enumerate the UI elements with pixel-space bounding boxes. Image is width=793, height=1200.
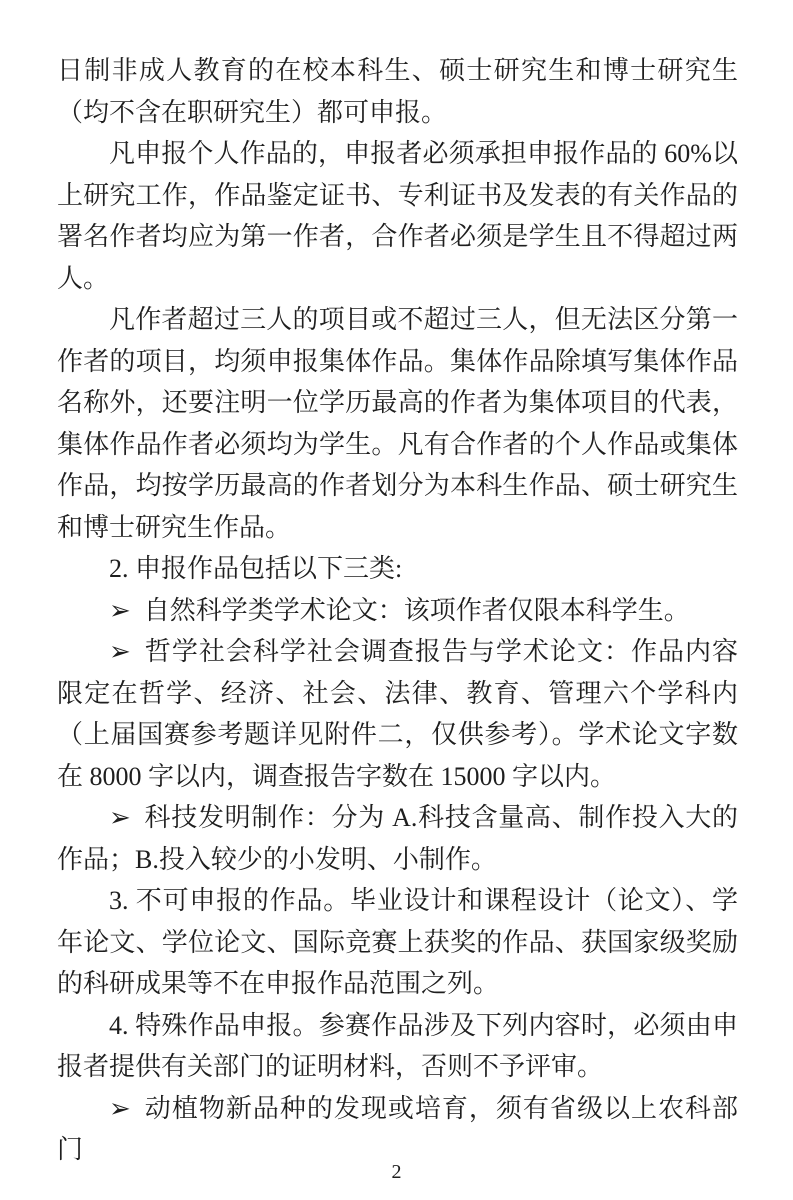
paragraph-text: 3. 不可申报的作品。毕业设计和课程设计（论文）、学年论文、学位论文、国际竞赛上获奖的作品、获国家级奖励的科研成果等不在申报作品范围之列。: [57, 886, 738, 998]
arrow-bullet-icon: ➢: [109, 1093, 131, 1123]
paragraph-text: 2. 申报作品包括以下三类:: [109, 554, 403, 583]
list-item-tech-invention: [57, 797, 738, 880]
paragraph-text: 凡作者超过三人的项目或不超过三人，但无法区分第一作者的项目，均须申报集体作品。集体作品除填写集体作品名称外，还要注明一位学历最高的作者为集体项目的代表，集体作品作者必须均为学生。凡有合作者的个人作品或集体作品，均按学历最高的作者划分为本科生作品、硕士研究生和博士研究生作品。: [57, 305, 738, 542]
paragraph-text: 4. 特殊作品申报。参赛作品涉及下列内容时，必须由申报者提供有关部门的证明材料，否则不予评审。: [57, 1010, 738, 1081]
arrow-bullet-icon: ➢: [109, 637, 131, 666]
list-item-text: 哲学社会科学社会调查报告与学术论文：作品内容限定在哲学、经济、社会、法律、教育、管理六个学科内（上届国赛参考题详见附件二，仅供参考）。学术论文字数在 8000 字以内，调查报告字数在 15000 字以内。: [57, 637, 738, 791]
paragraph-text: 凡申报个人作品的，申报者必须承担申报作品的 60%以上研究工作，作品鉴定证书、专利证书及发表的有关作品的署名作者均应为第一作者，合作者必须是学生且不得超过两人。: [57, 139, 738, 293]
page-number: 2: [391, 1161, 402, 1183]
paragraph-item-4-special-works: [57, 1005, 738, 1088]
paragraph-item-2-heading: [57, 548, 738, 590]
arrow-bullet-icon: ➢: [109, 595, 131, 625]
list-item-text: 动植物新品种的发现或培育，须有省级以上农科部门: [57, 1093, 738, 1164]
paragraph-continuation: [57, 50, 738, 133]
paragraph-collective-works: [57, 299, 738, 548]
paragraph-individual-works: [57, 133, 738, 299]
list-item-text: 自然科学类学术论文：该项作者仅限本科学生。: [143, 595, 690, 625]
arrow-bullet-icon: ➢: [109, 803, 131, 832]
list-item-social-science: [57, 631, 738, 797]
paragraph-text: 日制非成人教育的在校本科生、硕士研究生和博士研究生（均不含在职研究生）都可申报。: [57, 56, 738, 127]
paragraph-item-3-excluded-works: [57, 880, 738, 1005]
list-item-text: 科技发明制作：分为 A.科技含量高、制作投入大的作品；B.投入较少的小发明、小制作。: [57, 803, 738, 874]
page-body-text: [57, 50, 738, 1171]
list-item-natural-science: [57, 590, 738, 632]
